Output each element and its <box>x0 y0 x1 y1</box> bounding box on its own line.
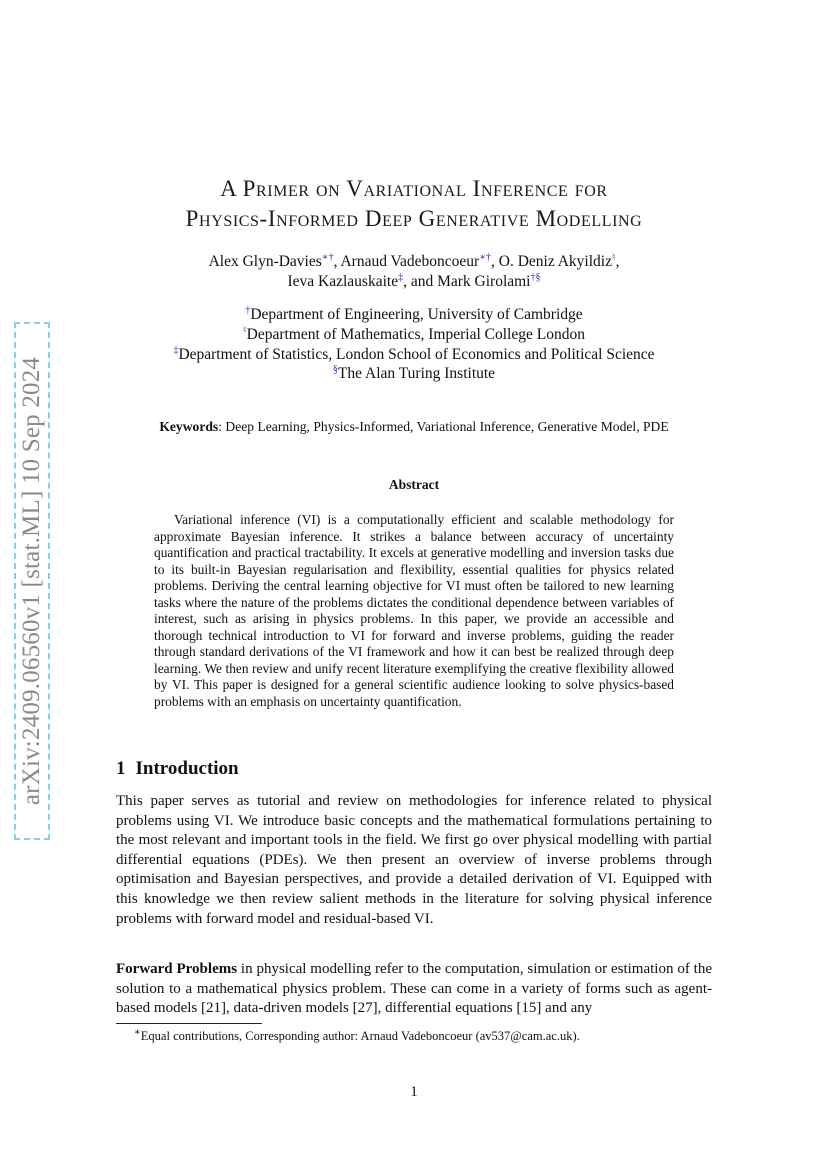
author-mark[interactable]: ♮ <box>611 251 616 263</box>
paragraph-text: in physical modelling refer to the computation, simulation or estimation of the solution to a mathematical physics problem. These can come in a variety of forms such as agent-based models [21], data-driven models [27], differential equations [15] and any <box>116 961 712 1017</box>
section-title: Introduction <box>135 758 239 779</box>
affiliation-mark: § <box>332 364 338 376</box>
affiliation-text: Department of Engineering, University of Cambridge <box>250 306 583 323</box>
section-number: 1 <box>116 758 126 779</box>
arxiv-identifier: arXiv:2409.06560v1 [stat.ML] 10 Sep 2024 <box>18 356 45 806</box>
forward-problems-paragraph <box>116 960 712 1019</box>
affiliation-text: Department of Mathematics, Imperial College London <box>246 325 585 343</box>
arxiv-stamp <box>14 322 50 840</box>
footnote-text: Equal contributions, Corresponding author: Arnaud Vadeboncoeur (av537@cam.ac.uk). <box>140 1029 580 1043</box>
intro-paragraph: This paper serves as tutorial and review on methodologies for inference related to physical problems using VI. We introduce basic concepts and the mathematical formulations pertaining to the most relevant and important tools in the field. We first go over physical modelling with partial differential equations (PDEs). We then present an overview of inverse problems through optimisation and Bayesian perspectives, and provide a detailed derivation of VI. Equipped with this knowledge we then review salient methods in the literature for solving physical inference problems with forward model and residual-based VI. <box>116 793 712 927</box>
affiliations <box>80 305 748 384</box>
author-mark[interactable]: ‡ <box>398 271 404 283</box>
paper-title <box>80 174 748 234</box>
affiliation-line <box>80 305 748 325</box>
title-line-1: A Primer on Variational Inference for <box>220 176 608 201</box>
footnote-divider <box>116 1023 262 1024</box>
author-list <box>80 252 748 292</box>
affiliation-text: The Alan Turing Institute <box>337 365 496 383</box>
abstract-heading: Abstract <box>388 477 440 492</box>
author-name: Ieva Kazlauskaite <box>287 273 399 290</box>
title-line-2: Physics-Informed Deep Generative Modelling <box>185 206 643 231</box>
author-mark[interactable]: ∗† <box>479 251 492 263</box>
author-name: , and Mark Girolami <box>403 273 531 290</box>
author-line-1 <box>80 252 748 272</box>
affiliation-line <box>80 325 748 345</box>
author-name: , O. Deniz Akyildiz <box>491 253 612 270</box>
author-line-2 <box>80 272 748 292</box>
affiliation-line <box>80 345 748 365</box>
footnote-mark: ∗ <box>134 1026 141 1038</box>
affiliation-text: Department of Statistics, London School of Economics and Political Science <box>178 345 655 363</box>
author-separator: , <box>615 253 620 270</box>
author-name: Alex Glyn-Davies <box>208 253 322 270</box>
affiliation-mark: ♮ <box>243 324 247 336</box>
footnote <box>134 1028 580 1044</box>
affiliation-mark: ‡ <box>173 344 179 356</box>
paragraph-lead: Forward Problems <box>116 961 238 977</box>
author-name: , Arnaud Vadeboncoeur <box>333 253 480 270</box>
affiliation-line <box>80 364 748 384</box>
keywords-label: Keywords <box>159 419 219 434</box>
author-mark[interactable]: †§ <box>530 271 541 283</box>
keywords <box>80 418 748 436</box>
affiliation-mark: † <box>245 304 251 316</box>
section-heading <box>116 758 239 780</box>
abstract-body: Variational inference (VI) is a computationally efficient and scalable methodology for approximate Bayesian inference. It strikes a balance between accuracy of uncertainty quantification and practical tractability. It excels at generative modelling and inversion tasks due to its built-in Bayesian regularisation and flexibility, essential qualities for physics related problems. Deriving the central learning objective for VI must often be tailored to new learning tasks where the nature of the problems dictates the conditional dependence between variables of interest, such as arising in physics problems. In this paper, we provide an accessible and thorough technical introduction to VI for forward and inverse problems, guiding the reader through standard derivations of the VI framework and how it can best be realized through deep learning. We then review and unify recent literature exemplifying the creative flexibility allowed by VI. This paper is designed for a general scientific audience looking to solve physics-based problems with an emphasis on uncertainty quantification. <box>154 512 674 709</box>
page-number: 1 <box>410 1084 418 1100</box>
author-mark[interactable]: ∗† <box>321 251 334 263</box>
keywords-text: : Deep Learning, Physics-Informed, Variational Inference, Generative Model, PDE <box>218 419 669 434</box>
